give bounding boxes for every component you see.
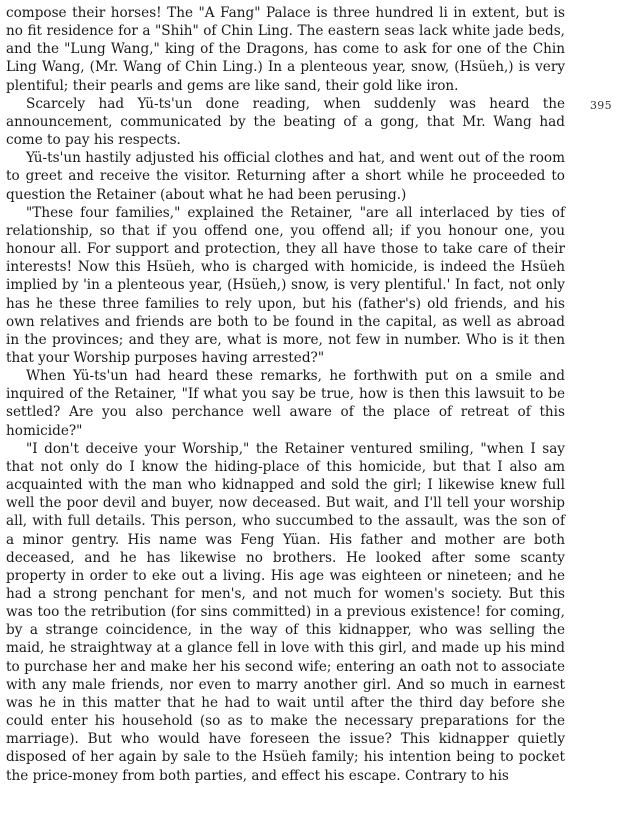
paragraph-retainer-account: "I don't deceive your Worship," the Retainer ventured smiling, "when I say that not only do I know the hiding-place of this homicide, but that I also am acquainted with the man who kidnapped and sold the girl; I likewise knew full well the poor devil and buyer, now deceased. But wait, and I'll tell your worship all, with full details. This person, who succumbed to the assault, was the son of a minor gentry. His name was Feng Yüan. His father and mother are both deceased, and he has likewise no brothers. He looked after some scanty property in order to eke out a living. His age was eighteen or nineteen; and he had a strong penchant for men's, and not much for women's society. But this was too the retribution (for sins committed) in a previous existence! for coming, by a strange coincidence, in the way of this kidnapper, who was selling the maid, he straightway at a glance fell in love with this girl, and made up his mind to purchase her and make her his second wife; entering an oath not to associate with any male friends, nor even to marry another girl. And so much in earnest was he in this matter that he had to wait until after the third day before she could enter his household (so as to make the necessary preparations for the marriage). But who would have foreseen the issue? This kidnapper quietly disposed of her again by sale to the Hsüeh family; his intention being to pocket the price-money from both parties, and effect his escape. Contrary to his — [6, 440, 565, 784]
paragraph-inquiry: When Yü-ts'un had heard these remarks, he forthwith put on a smile and inquired of the Retainer, "If what you say be true, how is then this lawsuit to be settled? Are you also perchance well aware of the place of retreat of this homicide?" — [6, 368, 565, 439]
page-number: 395 — [590, 99, 612, 112]
paragraph-four-families: "These four families," explained the Retainer, "are all interlaced by ties of relationship, so that if you offend one, you offend all; if you honour one, you honour all. For support and protection, they all have those to take care of their interests! Now this Hsüeh, who is charged with homicide, is indeed the Hsüeh implied by 'in a plenteous year, (Hsüeh,) snow, is very plentiful.' In fact, not only has he these three families to rely upon, but his (father's) old friends, and his own relatives and friends are both to be found in the capital, as well as abroad in the provinces; and they are, what is more, not few in number. Who is it then that your Worship purposes having arrested?" — [6, 204, 565, 366]
paragraph-continuation: compose their horses! The "A Fang" Palace is three hundred li in extent, but is no fit residence for a "Shih" of Chin Ling. The eastern seas lack white jade beds, and the "Lung Wang," king of the Dragons, has come to ask for one of the Chin Ling Wang, (Mr. Wang of Chin Ling.) In a plenteous year, snow, (Hsüeh,) is very plentiful; their pearls and gems are like sand, their gold like iron. — [6, 5, 565, 94]
paragraph-greeting: Yü-ts'un hastily adjusted his official clothes and hat, and went out of the room to greet and receive the visitor. Returning after a short while he proceeded to question the Retainer (about what he had been perusing.) — [6, 150, 565, 203]
page-body — [6, 4, 565, 785]
paragraph-announcement: Scarcely had Yü-ts'un done reading, when suddenly was heard the announcement, communicated by the beating of a gong, that Mr. Wang had come to pay his respects. — [6, 95, 565, 149]
